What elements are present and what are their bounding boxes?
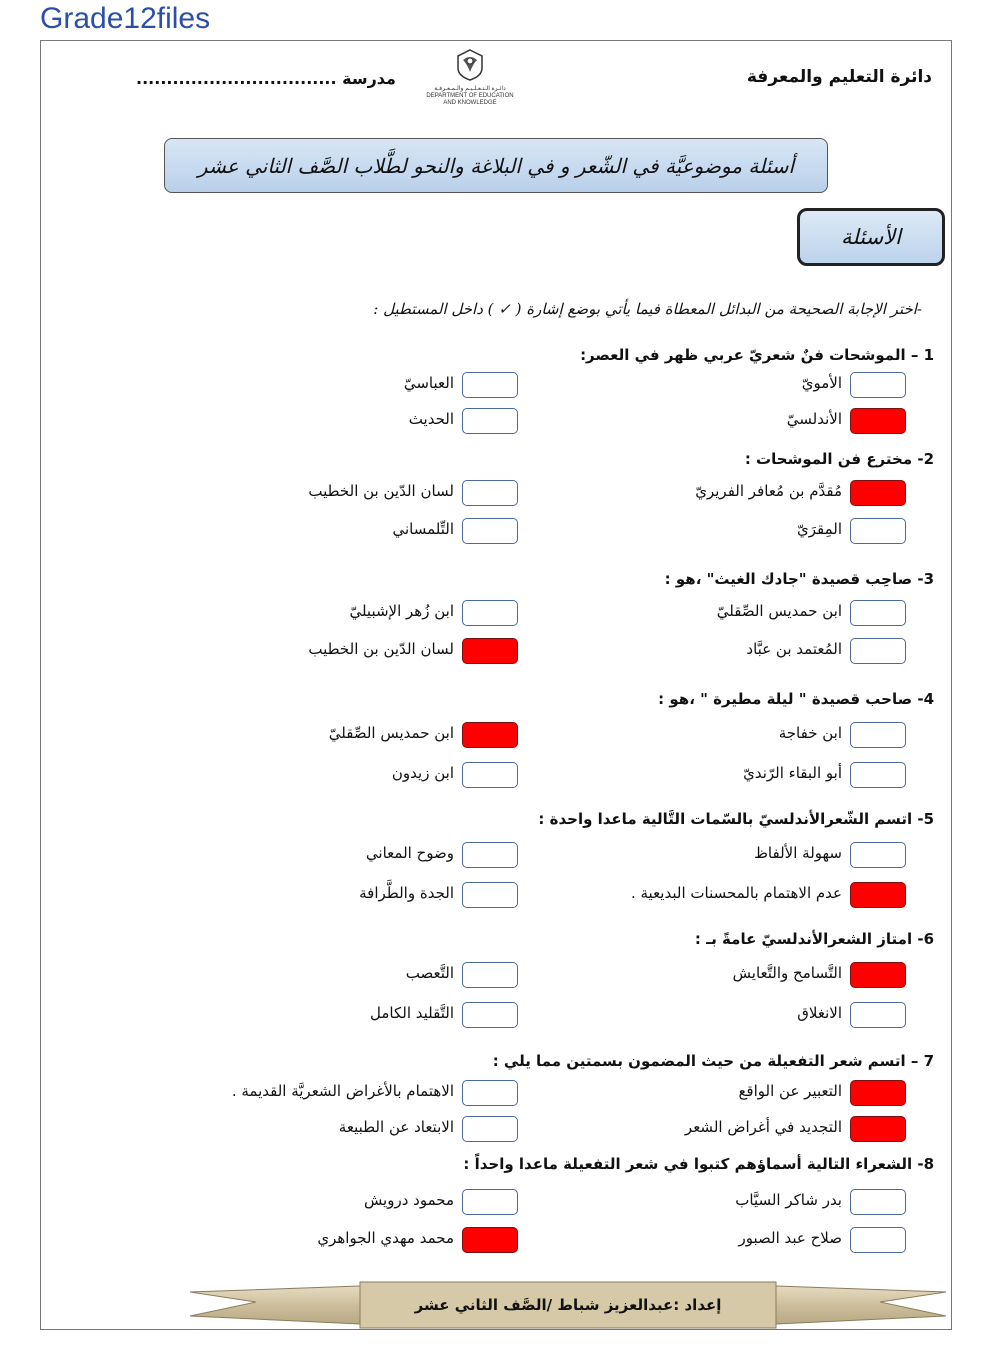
answer-checkbox-q6-4[interactable] [462,1002,518,1028]
question-5-text: 5- اتسم الشّعرالأندلسيّ بالسّمات التَّالية ماعدا واحدة : [538,810,934,828]
answer-checkbox-q1-4[interactable] [462,408,518,434]
option-label-q8-3: صلاح عبد الصبور [738,1229,842,1247]
answer-checkbox-q4-4[interactable] [462,762,518,788]
answer-checkbox-q1-3[interactable] [850,408,906,434]
answer-checkbox-q2-4[interactable] [462,518,518,544]
option-label-q5-3: عدم الاهتمام بالمحسنات البديعية . [630,884,842,902]
option-label-q5-4: الجدة والطَّرافة [359,884,454,902]
answer-checkbox-q5-1[interactable] [850,842,906,868]
page-title: أسئلة موضوعيَّة في الشّعر و في البلاغة والنحو لطَّلاب الصَّف الثاني عشر [197,153,795,178]
answer-checkbox-q8-4[interactable] [462,1227,518,1253]
answer-checkbox-q3-2[interactable] [462,600,518,626]
option-label-q1-1: الأمويّ [801,374,842,392]
option-label-q2-1: مُقدَّم بن مُعافر الفريريّ [695,482,842,500]
education-logo [420,48,520,110]
option-label-q6-3: الانغلاق [797,1004,842,1022]
option-label-q2-4: التِّلمساني [392,520,454,538]
questions-heading-box [797,208,945,266]
answer-checkbox-q7-1[interactable] [850,1080,906,1106]
answer-checkbox-q1-1[interactable] [850,372,906,398]
option-label-q1-2: العباسيّ [403,374,454,392]
option-label-q4-4: ابن زيدون [391,764,454,782]
option-label-q4-1: ابن خفاجة [778,724,842,742]
footer-credit: إعداد :عبدالعزيز شباط /الصَّف الثاني عشر [414,1296,722,1314]
option-label-q8-4: محمد مهدي الجواهري [317,1229,454,1247]
school-field: مدرسة ................................. [136,69,396,88]
answer-checkbox-q2-3[interactable] [850,518,906,544]
option-label-q7-2: الاهتمام بالأغراض الشعريَّة القديمة . [231,1082,454,1100]
option-label-q6-1: التَّسامح والتَّعايش [732,964,842,982]
logo-text-en-2: AND KNOWLEDGE [443,100,497,106]
answer-checkbox-q1-2[interactable] [462,372,518,398]
option-label-q6-2: التَّعصب [405,964,454,982]
answer-checkbox-q7-2[interactable] [462,1080,518,1106]
answer-checkbox-q6-2[interactable] [462,962,518,988]
answer-checkbox-q5-4[interactable] [462,882,518,908]
option-label-q3-2: ابن زُهر الإشبيليّ [349,602,454,620]
question-1-text: 1 – الموشحات فنٌ شعريّ عربي ظهر في العصر: [580,346,934,364]
option-label-q5-1: سهولة الألفاظ [754,844,842,862]
question-6-text: 6- امتاز الشعرالأندلسيّ عامةً بـ : [694,930,934,948]
answer-checkbox-q6-3[interactable] [850,1002,906,1028]
instruction-text: -اختر الإجابة الصحيحة من البدائل المعطاة فيما يأتي بوضع إشارة ( ✓ ) داخل المستطيل : [373,300,922,318]
option-label-q1-3: الأندلسيّ [786,410,842,428]
option-label-q7-1: التعبير عن الواقع [738,1082,842,1100]
question-4-text: 4- صاحب قصيدة " ليلة مطيرة " ،هو : [658,690,934,708]
option-label-q8-1: بدر شاكر السيَّاب [735,1191,842,1209]
department-name: دائرة التعليم والمعرفة [746,67,932,87]
answer-checkbox-q7-3[interactable] [850,1116,906,1142]
answer-checkbox-q2-1[interactable] [850,480,906,506]
option-label-q3-1: ابن حمديس الصِّقليّ [716,602,842,620]
answer-checkbox-q7-4[interactable] [462,1116,518,1142]
logo-text-ar: دائـرة الـتـعـلـيـم والـمـعـرفـة [434,86,506,92]
answer-checkbox-q3-4[interactable] [462,638,518,664]
question-8-text: 8- الشعراء التالية أسماؤهم كتبوا في شعر التفعيلة ماعدا واحداً : [463,1155,934,1173]
option-label-q3-3: المُعتمد بن عبَّاد [746,640,842,658]
answer-checkbox-q4-3[interactable] [850,762,906,788]
option-label-q8-2: محمود درويش [363,1191,454,1209]
option-label-q7-3: التجديد في أغراض الشعر [684,1118,842,1136]
questions-heading: الأسئلة [841,225,901,249]
answer-checkbox-q5-3[interactable] [850,882,906,908]
option-label-q2-3: المِقرَيّ [796,520,842,538]
answer-checkbox-q2-2[interactable] [462,480,518,506]
footer-banner [190,1280,946,1330]
option-label-q6-4: التَّقليد الكامل [370,1004,454,1022]
question-3-text: 3- صاحِب قصيدة "جادك الغيث" ،هو : [664,570,934,588]
answer-checkbox-q8-1[interactable] [850,1189,906,1215]
title-banner [164,138,828,193]
logo-text-en: DEPARTMENT OF EDUCATION [426,93,514,99]
answer-checkbox-q4-1[interactable] [850,722,906,748]
option-label-q7-4: الابتعاد عن الطبيعة [338,1118,454,1136]
option-label-q5-2: وضوح المعاني [365,844,454,862]
answer-checkbox-q3-3[interactable] [850,638,906,664]
option-label-q4-3: أبو البقاء الرّنديّ [743,764,842,782]
option-label-q2-2: لسان الدّين بن الخطيب [308,482,454,500]
site-watermark: Grade12files [40,2,211,35]
answer-checkbox-q4-2[interactable] [462,722,518,748]
option-label-q3-4: لسان الدّين بن الخطيب [308,640,454,658]
answer-checkbox-q6-1[interactable] [850,962,906,988]
answer-checkbox-q8-3[interactable] [850,1227,906,1253]
question-7-text: 7 – اتسم شعر التفعيلة من حيث المضمون بسمتين مما يلي : [492,1052,934,1070]
answer-checkbox-q8-2[interactable] [462,1189,518,1215]
answer-checkbox-q5-2[interactable] [462,842,518,868]
option-label-q1-4: الحديث [408,410,454,428]
option-label-q4-2: ابن حمديس الصِّقليّ [328,724,454,742]
question-2-text: 2- مخترع فن الموشحات : [744,450,934,468]
answer-checkbox-q3-1[interactable] [850,600,906,626]
emblem-icon [453,48,487,82]
